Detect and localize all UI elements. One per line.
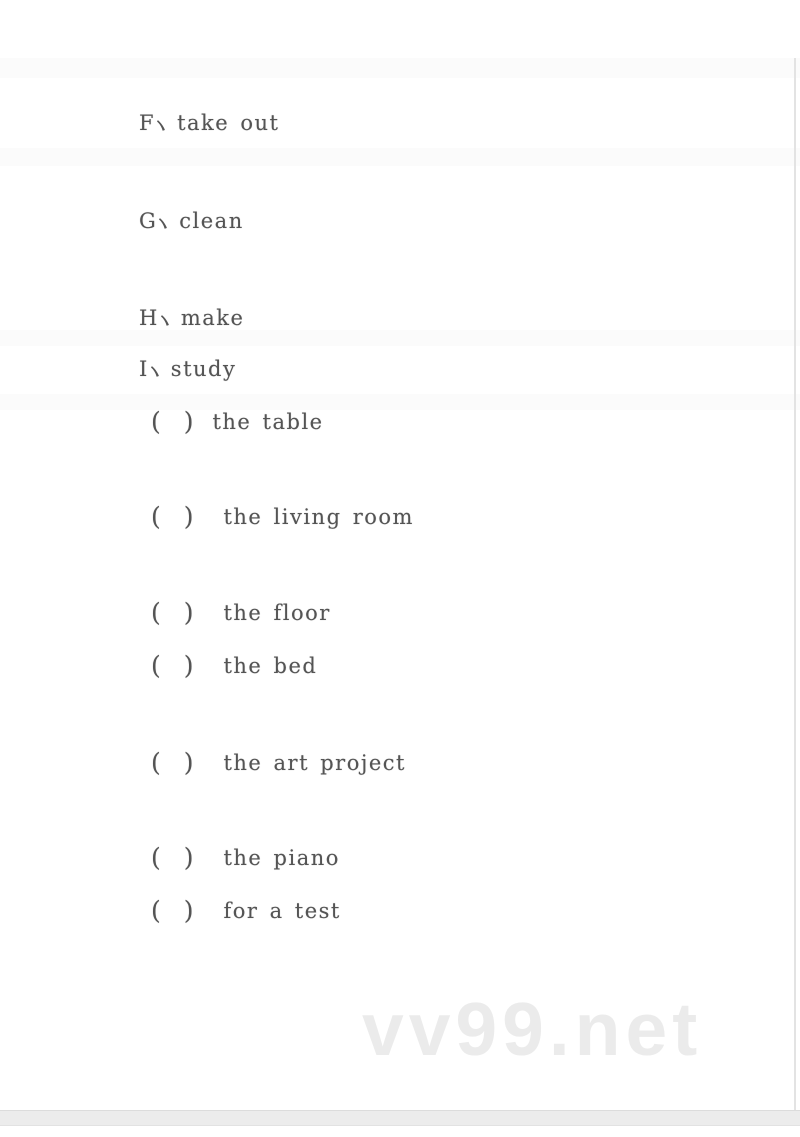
match-label: the art project bbox=[223, 751, 406, 775]
option-item bbox=[139, 206, 244, 236]
option-word: clean bbox=[179, 209, 244, 233]
site-watermark: vv99.net bbox=[362, 987, 703, 1071]
match-label: the bed bbox=[223, 654, 318, 678]
option-letter: I bbox=[139, 357, 149, 381]
page-gap-band bbox=[0, 1110, 800, 1126]
match-label: the table bbox=[212, 410, 324, 434]
ideographic-comma-icon bbox=[159, 218, 168, 229]
option-word: make bbox=[180, 306, 245, 330]
scan-artifact-band bbox=[0, 148, 800, 166]
match-item bbox=[151, 843, 340, 873]
ideographic-comma-icon bbox=[161, 315, 170, 326]
answer-parentheses: ( ) bbox=[151, 407, 200, 436]
option-item bbox=[139, 354, 236, 384]
answer-parentheses: ( ) bbox=[151, 502, 200, 531]
match-item bbox=[151, 651, 317, 681]
match-label: the piano bbox=[223, 846, 340, 870]
answer-parentheses: ( ) bbox=[151, 598, 200, 627]
option-letter: H bbox=[139, 306, 159, 330]
option-word: take out bbox=[177, 111, 280, 135]
option-item bbox=[139, 108, 279, 138]
page-edge-line bbox=[794, 58, 796, 1111]
match-item bbox=[151, 748, 406, 778]
answer-parentheses: ( ) bbox=[151, 896, 200, 925]
option-word: study bbox=[170, 357, 237, 381]
match-label: for a test bbox=[223, 899, 341, 923]
answer-parentheses: ( ) bbox=[151, 843, 200, 872]
match-item bbox=[151, 407, 324, 437]
answer-parentheses: ( ) bbox=[151, 651, 200, 680]
scan-artifact-band bbox=[0, 330, 800, 346]
ideographic-comma-icon bbox=[151, 366, 160, 377]
scan-artifact-band bbox=[0, 394, 800, 410]
scan-artifact-band bbox=[0, 58, 800, 78]
match-item bbox=[151, 896, 341, 926]
ideographic-comma-icon bbox=[157, 120, 166, 131]
match-label: the floor bbox=[223, 601, 331, 625]
option-item bbox=[139, 303, 244, 333]
match-item bbox=[151, 598, 331, 628]
match-item bbox=[151, 502, 414, 532]
option-letter: G bbox=[139, 209, 158, 233]
answer-parentheses: ( ) bbox=[151, 748, 200, 777]
match-label: the living room bbox=[223, 505, 414, 529]
option-letter: F bbox=[139, 111, 156, 135]
